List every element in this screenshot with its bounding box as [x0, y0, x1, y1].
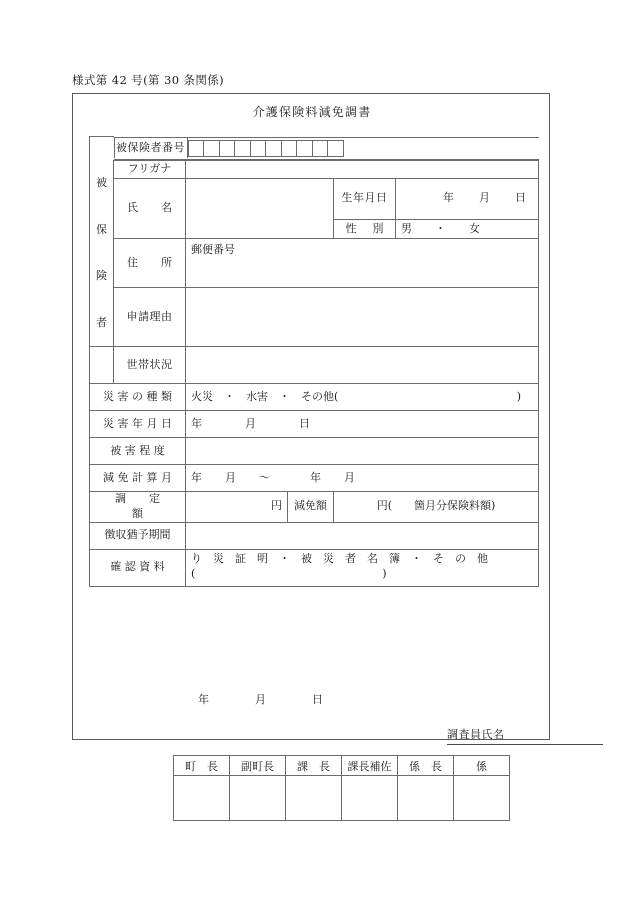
birthdate-label: 生年月日: [334, 178, 396, 220]
approval-stamp-cell[interactable]: [342, 776, 398, 821]
reduction-amount-label: 減免額: [288, 492, 334, 523]
deferral-period-value[interactable]: [186, 522, 539, 549]
vertical-label-spacer-bottom: [90, 347, 114, 384]
table-row-household: [90, 347, 539, 384]
insured-number-box[interactable]: [266, 140, 282, 157]
table-row-assessed-amount: [90, 492, 539, 523]
confirm-materials-other: ( ): [191, 566, 387, 580]
confirm-materials-label: 確 認 資 料: [90, 549, 186, 586]
approval-column-header: 係 長: [398, 756, 454, 776]
table-row-deferral-period: [90, 522, 539, 549]
insured-number-box[interactable]: [235, 140, 251, 157]
insured-number-boxes[interactable]: [188, 138, 344, 159]
insured-number-label: 被保険者番号: [114, 138, 188, 159]
approval-column-header: 町 長: [174, 756, 230, 776]
approval-stamp-table: [173, 755, 510, 821]
reason-label: 申請理由: [114, 288, 186, 347]
reason-input[interactable]: [186, 288, 539, 347]
approval-column-header: 課長補佐: [342, 756, 398, 776]
confirm-materials-value[interactable]: [186, 549, 539, 586]
submission-date-line[interactable]: 年 月 日: [198, 693, 331, 706]
insured-number-box[interactable]: [282, 140, 298, 157]
disaster-type-label: 災 害 の 種 類: [90, 384, 186, 411]
vertical-label-char: 者: [96, 315, 107, 329]
vertical-label-char: 保: [96, 222, 107, 236]
address-label: 住 所: [114, 239, 186, 288]
approval-stamp-cell[interactable]: [286, 776, 342, 821]
approval-stamp-cell[interactable]: [454, 776, 510, 821]
disaster-date-value[interactable]: 年 月 日: [186, 411, 539, 438]
table-row-disaster-type: [90, 384, 539, 411]
table-row-confirm-materials: [90, 549, 539, 586]
approval-column-header: 副町長: [230, 756, 286, 776]
vertical-label-char: 険: [96, 269, 107, 283]
approval-column-header: 係: [454, 756, 510, 776]
approval-header-row: [174, 756, 510, 776]
disaster-type-value[interactable]: [186, 384, 539, 411]
form-number-label: 様式第 42 号(第 30 条関係): [72, 73, 225, 87]
insured-number-box[interactable]: [204, 140, 220, 157]
insured-number-cell: [114, 137, 539, 161]
reduction-amount-value[interactable]: 円( 箇月分保険料額): [334, 492, 539, 523]
insured-number-box[interactable]: [297, 140, 313, 157]
insured-number-box[interactable]: [188, 140, 205, 157]
furigana-label: フリガナ: [114, 160, 186, 178]
approval-column-header: 課 長: [286, 756, 342, 776]
household-label: 世帯状況: [114, 347, 186, 384]
confirm-materials-options: り 災 証 明 ・ 被 災 者 名 簿 ・ そ の 他: [191, 551, 488, 565]
table-row-damage-level: [90, 438, 539, 465]
inspector-name-label: 調査員氏名: [447, 728, 505, 741]
insured-number-box[interactable]: [251, 140, 267, 157]
main-form-table: [89, 136, 539, 587]
assessed-amount-label: 調 定 額: [90, 492, 186, 523]
approval-stamp-row: [174, 776, 510, 821]
approval-stamp-cell[interactable]: [174, 776, 230, 821]
name-label: 氏 名: [114, 178, 186, 239]
vertical-label-insured: [90, 160, 114, 347]
calc-month-value[interactable]: 年 月 ～ 年 月: [186, 465, 539, 492]
vertical-label-spacer-top: [90, 137, 114, 161]
assessed-amount-value[interactable]: 円: [186, 492, 288, 523]
vertical-label-char: 被: [96, 176, 107, 190]
document-frame: [72, 93, 550, 773]
table-row-furigana: [90, 160, 539, 178]
damage-level-value[interactable]: [186, 438, 539, 465]
insured-number-box[interactable]: [220, 140, 236, 157]
name-input[interactable]: [186, 178, 334, 239]
damage-level-label: 被 害 程 度: [90, 438, 186, 465]
furigana-input[interactable]: [186, 160, 539, 178]
approval-stamp-cell[interactable]: [398, 776, 454, 821]
table-row-name-birthdate: [90, 178, 539, 220]
insured-number-box[interactable]: [313, 140, 329, 157]
table-row-calc-month: [90, 465, 539, 492]
household-input[interactable]: [186, 347, 539, 384]
birthdate-value[interactable]: 年 月 日: [396, 178, 539, 220]
deferral-period-label: 徴収猶予期間: [90, 522, 186, 549]
table-row-insured-number: [90, 137, 539, 161]
calc-month-label: 減 免 計 算 月: [90, 465, 186, 492]
disaster-date-label: 災 害 年 月 日: [90, 411, 186, 438]
insured-number-box[interactable]: [328, 140, 344, 157]
address-input[interactable]: [186, 239, 539, 288]
table-row-reason: [90, 288, 539, 347]
inspector-name-field[interactable]: [447, 726, 603, 745]
disaster-type-close-paren: ): [516, 389, 521, 403]
approval-stamp-cell[interactable]: [230, 776, 286, 821]
sex-label: 性 別: [334, 220, 396, 239]
table-row-address: [90, 239, 539, 288]
document-title: 介護保険料減免調書: [252, 105, 372, 119]
sex-value[interactable]: 男 ・ 女: [396, 220, 539, 239]
postal-code-label: 郵便番号: [191, 243, 235, 256]
table-row-disaster-date: [90, 411, 539, 438]
disaster-type-options: 火災 ・ 水害 ・ その他(: [191, 389, 339, 403]
